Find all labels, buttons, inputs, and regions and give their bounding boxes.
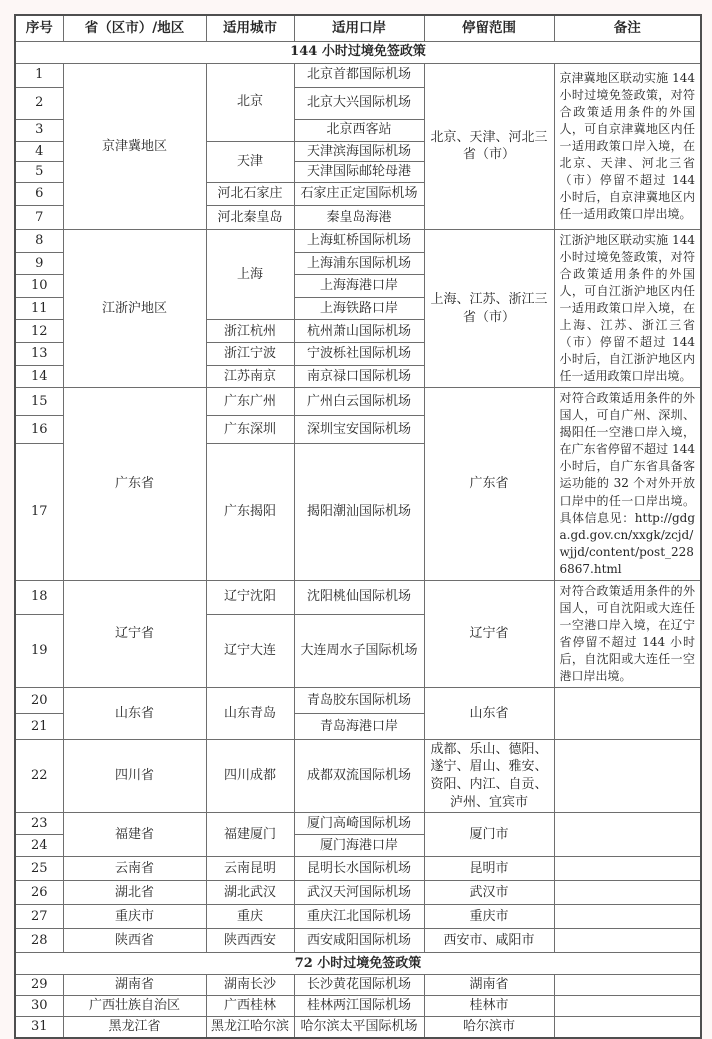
r25-note-empty	[554, 857, 701, 881]
r15-port: 广州白云国际机场	[294, 388, 424, 416]
r20-port: 青岛胶东国际机场	[294, 687, 424, 713]
r5-port: 天津国际邮轮母港	[294, 162, 424, 183]
r8-port: 上海虹桥国际机场	[294, 230, 424, 253]
r26-port: 武汉天河国际机场	[294, 881, 424, 905]
table-row	[15, 929, 701, 953]
r15-no: 15	[15, 388, 63, 416]
r6-city: 河北石家庄	[206, 183, 294, 206]
r28-stay: 西安市、咸阳市	[424, 929, 554, 953]
r26-region: 湖北省	[63, 881, 206, 905]
r14-no: 14	[15, 365, 63, 388]
r19-port: 大连周水子国际机场	[294, 614, 424, 687]
transit-visa-policy-table	[14, 14, 702, 1039]
r12-port: 杭州萧山国际机场	[294, 320, 424, 343]
r18-city: 辽宁沈阳	[206, 580, 294, 614]
r19-no: 19	[15, 614, 63, 687]
r1-region: 京津冀地区	[63, 63, 206, 230]
r23-port: 厦门高崎国际机场	[294, 813, 424, 835]
r17-no: 17	[15, 443, 63, 580]
r28-port: 西安咸阳国际机场	[294, 929, 424, 953]
r9-port: 上海浦东国际机场	[294, 252, 424, 275]
r16-city: 广东深圳	[206, 416, 294, 444]
header-region: 省（区市）/地区	[63, 15, 206, 41]
r18-no: 18	[15, 580, 63, 614]
r4-city: 天津	[206, 141, 294, 183]
r19-city: 辽宁大连	[206, 614, 294, 687]
r15-region: 广东省	[63, 388, 206, 580]
r14-port: 南京禄口国际机场	[294, 365, 424, 388]
table-row	[15, 739, 701, 812]
r10-no: 10	[15, 275, 63, 298]
r20-region: 山东省	[63, 687, 206, 739]
table-header-row	[15, 15, 701, 41]
r24-no: 24	[15, 835, 63, 857]
r25-port: 昆明长水国际机场	[294, 857, 424, 881]
r12-city: 浙江杭州	[206, 320, 294, 343]
r27-city: 重庆	[206, 905, 294, 929]
r8-note: 江浙沪地区联动实施 144 小时过境免签政策，对符合政策适用条件的外国人，可自江浙沪地区内任一适用政策口岸入境，在上海、江苏、浙江三省（市）停留不超过 144 小时后，自江浙沪地区内任一适用政策口岸出境。	[554, 230, 701, 388]
table-row	[15, 580, 701, 614]
r25-city: 云南昆明	[206, 857, 294, 881]
r31-stay: 哈尔滨市	[424, 1017, 554, 1038]
table-row	[15, 996, 701, 1017]
r20-note-empty	[554, 687, 701, 739]
r27-note-empty	[554, 905, 701, 929]
r21-port: 青岛海港口岸	[294, 713, 424, 739]
r30-port: 桂林两江国际机场	[294, 996, 424, 1017]
section-title-144h: 144 小时过境免签政策	[15, 41, 701, 63]
r27-no: 27	[15, 905, 63, 929]
r27-port: 重庆江北国际机场	[294, 905, 424, 929]
r22-port: 成都双流国际机场	[294, 739, 424, 812]
r27-region: 重庆市	[63, 905, 206, 929]
r6-port: 石家庄正定国际机场	[294, 183, 424, 206]
r8-stay: 上海、江苏、浙江三省（市）	[424, 230, 554, 388]
r22-region: 四川省	[63, 739, 206, 812]
r16-port: 深圳宝安国际机场	[294, 416, 424, 444]
r4-port: 天津滨海国际机场	[294, 141, 424, 162]
r8-region: 江浙沪地区	[63, 230, 206, 388]
r31-no: 31	[15, 1017, 63, 1038]
r11-no: 11	[15, 297, 63, 320]
r18-stay: 辽宁省	[424, 580, 554, 687]
r26-no: 26	[15, 881, 63, 905]
r30-stay: 桂林市	[424, 996, 554, 1017]
r20-stay: 山东省	[424, 687, 554, 739]
r26-note-empty	[554, 881, 701, 905]
r9-no: 9	[15, 252, 63, 275]
r17-port: 揭阳潮汕国际机场	[294, 443, 424, 580]
r11-port: 上海铁路口岸	[294, 297, 424, 320]
r7-no: 7	[15, 206, 63, 230]
r15-note: 对符合政策适用条件的外国人，可自广州、深圳、揭阳任一空港口岸入境，在广东省停留不超过 144 小时后，自广东省具备客运功能的 32 个对外开放口岸中的任一口岸出境。具体信息见：http://gdga.gd.gov.cn/xxgk/zcjd/wjjd/content/post_2286867.html	[554, 388, 701, 580]
r24-port: 厦门海港口岸	[294, 835, 424, 857]
table-row	[15, 881, 701, 905]
r3-no: 3	[15, 119, 63, 141]
r31-port: 哈尔滨太平国际机场	[294, 1017, 424, 1038]
r30-no: 30	[15, 996, 63, 1017]
r23-city: 福建厦门	[206, 813, 294, 857]
r30-note-empty	[554, 996, 701, 1017]
r31-city: 黑龙江哈尔滨	[206, 1017, 294, 1038]
section-title-72h: 72 小时过境免签政策	[15, 953, 701, 975]
r31-region: 黑龙江省	[63, 1017, 206, 1038]
section-row-72h	[15, 953, 701, 975]
table-row	[15, 857, 701, 881]
r23-stay: 厦门市	[424, 813, 554, 857]
r16-no: 16	[15, 416, 63, 444]
r28-city: 陕西西安	[206, 929, 294, 953]
r22-note-empty	[554, 739, 701, 812]
r2-port: 北京大兴国际机场	[294, 87, 424, 119]
table-row	[15, 230, 701, 253]
r10-port: 上海海港口岸	[294, 275, 424, 298]
r29-region: 湖南省	[63, 975, 206, 996]
r22-stay: 成都、乐山、德阳、遂宁、眉山、雅安、资阳、内江、自贡、泸州、宜宾市	[424, 739, 554, 812]
r26-city: 湖北武汉	[206, 881, 294, 905]
r27-stay: 重庆市	[424, 905, 554, 929]
r25-region: 云南省	[63, 857, 206, 881]
r29-city: 湖南长沙	[206, 975, 294, 996]
r1-city: 北京	[206, 63, 294, 141]
header-note: 备注	[554, 15, 701, 41]
r29-stay: 湖南省	[424, 975, 554, 996]
section-row-144h	[15, 41, 701, 63]
r1-stay: 北京、天津、河北三省（市）	[424, 63, 554, 230]
r23-note-empty	[554, 813, 701, 857]
table-row	[15, 813, 701, 835]
r18-region: 辽宁省	[63, 580, 206, 687]
r2-no: 2	[15, 87, 63, 119]
r18-port: 沈阳桃仙国际机场	[294, 580, 424, 614]
r25-stay: 昆明市	[424, 857, 554, 881]
r29-port: 长沙黄花国际机场	[294, 975, 424, 996]
r6-no: 6	[15, 183, 63, 206]
table-row	[15, 687, 701, 713]
r23-region: 福建省	[63, 813, 206, 857]
r20-no: 20	[15, 687, 63, 713]
r7-city: 河北秦皇岛	[206, 206, 294, 230]
r13-no: 13	[15, 343, 63, 366]
header-port: 适用口岸	[294, 15, 424, 41]
r22-city: 四川成都	[206, 739, 294, 812]
r31-note-empty	[554, 1017, 701, 1038]
table-row	[15, 388, 701, 416]
r28-no: 28	[15, 929, 63, 953]
table-row	[15, 63, 701, 87]
r13-port: 宁波栎社国际机场	[294, 343, 424, 366]
r8-city: 上海	[206, 230, 294, 320]
r29-no: 29	[15, 975, 63, 996]
r28-region: 陕西省	[63, 929, 206, 953]
r8-no: 8	[15, 230, 63, 253]
r4-no: 4	[15, 141, 63, 162]
r12-no: 12	[15, 320, 63, 343]
r3-port: 北京西客站	[294, 119, 424, 141]
r30-city: 广西桂林	[206, 996, 294, 1017]
table-row	[15, 905, 701, 929]
r18-note: 对符合政策适用条件的外国人，可自沈阳或大连任一空港口岸入境，在辽宁省停留不超过 144 小时后，自沈阳或大连任一空港口岸出境。	[554, 580, 701, 687]
header-city: 适用城市	[206, 15, 294, 41]
r26-stay: 武汉市	[424, 881, 554, 905]
r28-note-empty	[554, 929, 701, 953]
r15-city: 广东广州	[206, 388, 294, 416]
header-stay: 停留范围	[424, 15, 554, 41]
r30-region: 广西壮族自治区	[63, 996, 206, 1017]
table-row	[15, 1017, 701, 1038]
r17-city: 广东揭阳	[206, 443, 294, 580]
r29-note-empty	[554, 975, 701, 996]
r25-no: 25	[15, 857, 63, 881]
r14-city: 江苏南京	[206, 365, 294, 388]
r7-port: 秦皇岛海港	[294, 206, 424, 230]
r21-no: 21	[15, 713, 63, 739]
r1-no: 1	[15, 63, 63, 87]
r22-no: 22	[15, 739, 63, 812]
r1-port: 北京首都国际机场	[294, 63, 424, 87]
r15-stay: 广东省	[424, 388, 554, 580]
r5-no: 5	[15, 162, 63, 183]
r1-note: 京津冀地区联动实施 144 小时过境免签政策，对符合政策适用条件的外国人，可自京津冀地区内任一适用政策口岸入境，在北京、天津、河北三省（市）停留不超过 144 小时后，自京津冀地区内任一适用政策口岸出境。	[554, 63, 701, 230]
header-no: 序号	[15, 15, 63, 41]
r13-city: 浙江宁波	[206, 343, 294, 366]
r20-city: 山东青岛	[206, 687, 294, 739]
table-row	[15, 975, 701, 996]
r23-no: 23	[15, 813, 63, 835]
